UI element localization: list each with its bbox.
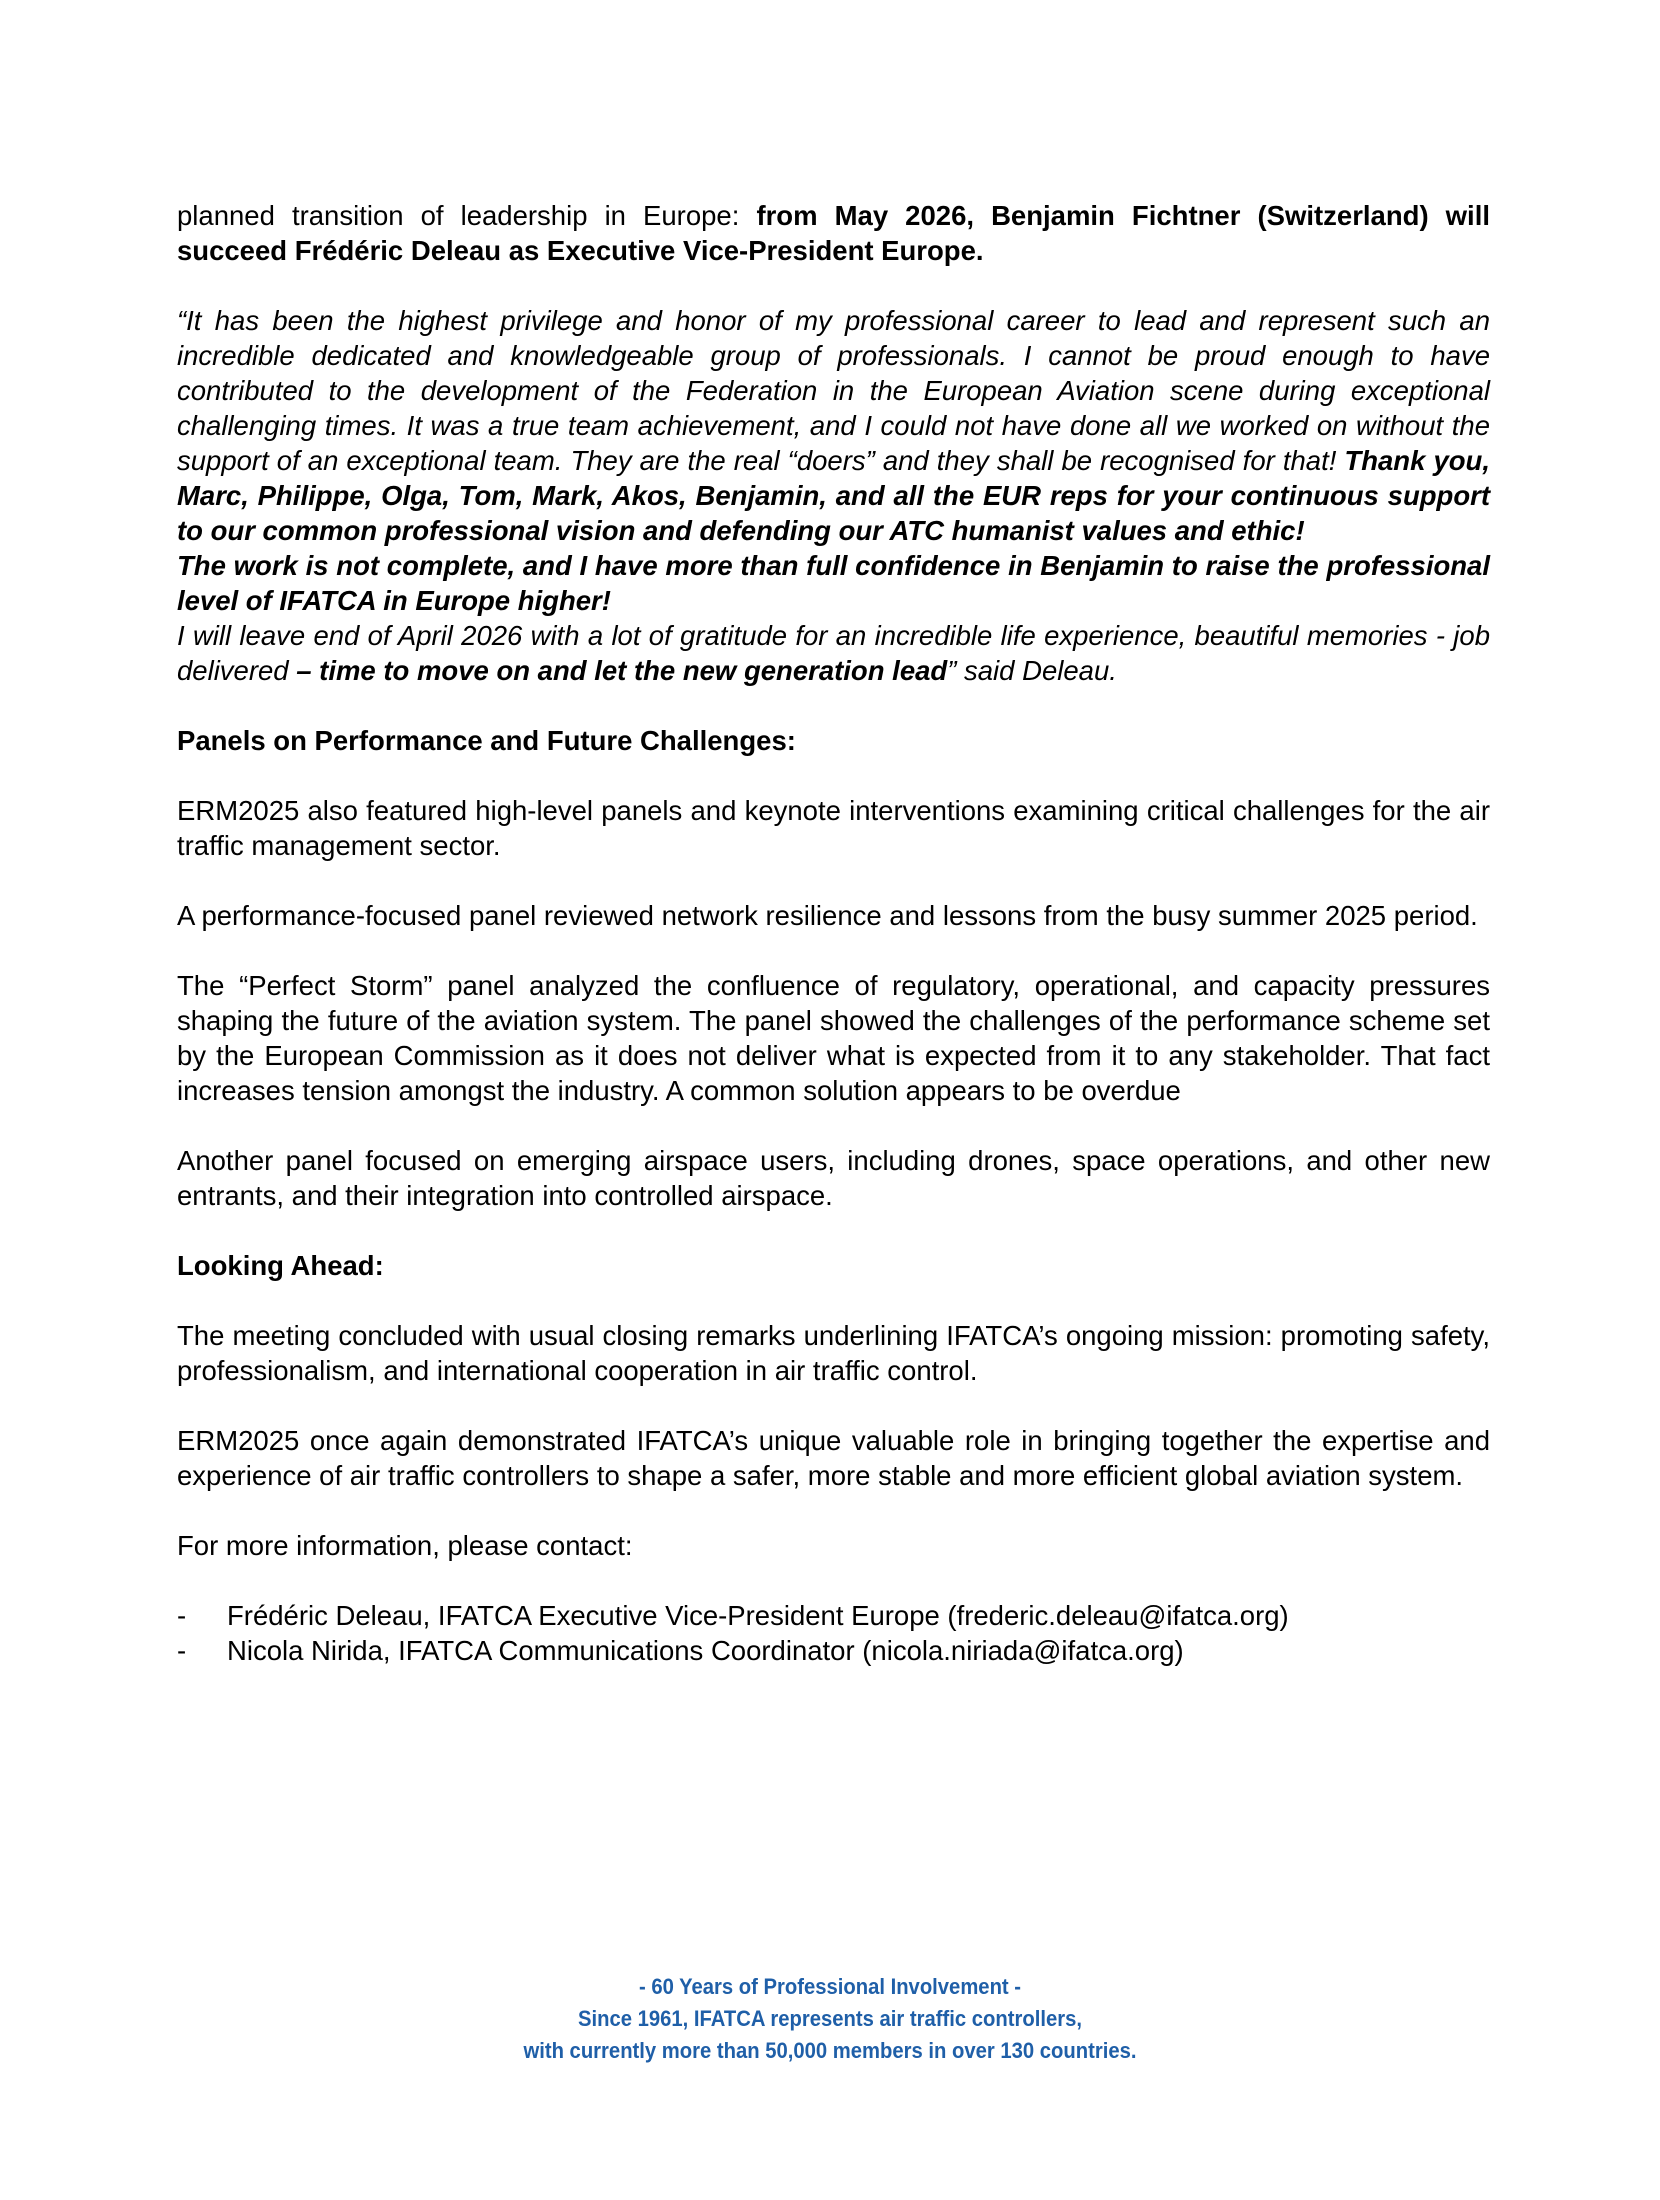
panels-paragraph-1: ERM2025 also featured high-level panels and keynote interventions examining critical challenges for the air traffic management sector. (177, 795, 1490, 861)
contact-text: Frédéric Deleau, IFATCA Executive Vice-President Europe (frederic.deleau@ifatca.org) (227, 1600, 1289, 1631)
panels-paragraph-2: A performance-focused panel reviewed network resilience and lessons from the busy summer 2025 period. (177, 900, 1478, 931)
list-dash: - (177, 1635, 187, 1666)
panels-paragraph-4: Another panel focused on emerging airspace users, including drones, space operations, and other new entrants, and their integration into controlled airspace. (177, 1145, 1490, 1211)
footer-line-1: - 60 Years of Professional Involvement - (638, 1974, 1022, 1999)
contact-intro: For more information, please contact: (177, 1530, 633, 1561)
quote-thanks-text: Thank you, Marc, Philippe, Olga, Tom, Mark, Akos, Benjamin, and all the EUR reps for your continuous support to our common professional vision and defending our ATC humanist values and ethic! (177, 445, 1490, 546)
page-footer (66, 1971, 1593, 2067)
footer-line-2: Since 1961, IFATCA represents air traffic controllers, (578, 2006, 1082, 2031)
quote-paragraph-3 (177, 618, 1490, 688)
quote-closing-bold: – time to move on and let the new generation lead (296, 655, 948, 686)
quote-paragraph-2: The work is not complete, and I have more than full confidence in Benjamin to raise the professional level of IFATCA in Europe higher! (177, 550, 1490, 616)
panels-paragraph-3: The “Perfect Storm” panel analyzed the confluence of regulatory, operational, and capacity pressures shaping the future of the aviation system. The panel showed the challenges of the performance scheme set by the European Commission as it does not deliver what is expected from it to any stakeholder. That fact increases tension amongst the industry. A common solution appears to be overdue (177, 970, 1490, 1106)
intro-paragraph (177, 198, 1490, 268)
section-heading-looking-ahead: Looking Ahead: (177, 1250, 384, 1281)
ahead-paragraph-2: ERM2025 once again demonstrated IFATCA’s unique valuable role in bringing together the expertise and experience of air traffic controllers to shape a safer, more stable and more efficient global aviation system. (177, 1425, 1490, 1491)
quote-closing-text: I will leave end of April 2026 with a lot of gratitude for an incredible life experience, beautiful memories - job delivered (177, 620, 1490, 686)
intro-bold-text: from May 2026, Benjamin Fichtner (Switzerland) will succeed Frédéric Deleau as Executive Vice-President Europe. (177, 200, 1490, 266)
quote-paragraph-1 (177, 303, 1490, 548)
quote-attribution: ” said Deleau. (947, 655, 1117, 686)
section-heading-panels: Panels on Performance and Future Challenges: (177, 725, 796, 756)
document-body (177, 198, 1490, 1668)
footer-line-3: with currently more than 50,000 members in over 130 countries. (523, 2038, 1137, 2063)
ahead-paragraph-1: The meeting concluded with usual closing remarks underlining IFATCA’s ongoing mission: promoting safety, professionalism, and international cooperation in air traffic control. (177, 1320, 1490, 1386)
deleau-quote (177, 303, 1490, 688)
contact-list (177, 1598, 1490, 1668)
contact-item (177, 1598, 1490, 1633)
contact-text: Nicola Nirida, IFATCA Communications Coordinator (nicola.niriada@ifatca.org) (227, 1635, 1184, 1666)
list-dash: - (177, 1600, 187, 1631)
quote-italic-text: “It has been the highest privilege and honor of my professional career to lead and represent such an incredible dedicated and knowledgeable group of professionals. I cannot be proud enough to have contributed to the development of the Federation in the European Aviation scene during exceptional challenging times. It was a true team achievement, and I could not have done all we worked on without the support of an exceptional team. They are the real “doers” and they shall be recognised for that! (177, 305, 1490, 476)
contact-item (177, 1633, 1490, 1668)
intro-text: planned transition of leadership in Europe: (177, 200, 757, 231)
